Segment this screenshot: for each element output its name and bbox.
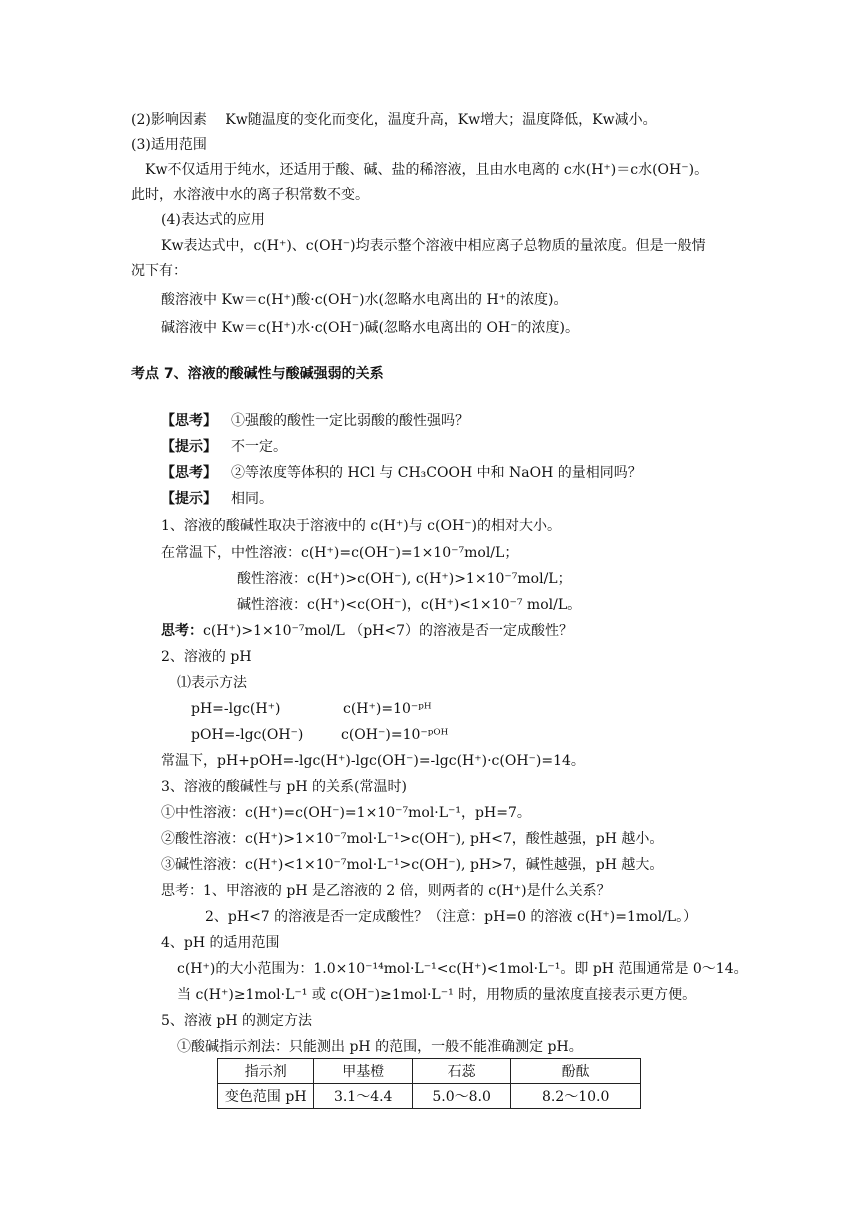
formula-line: c(H⁺)=10⁻ᵖᴴ	[343, 701, 432, 717]
text-line: 在常温下，中性溶液：c(H⁺)=c(OH⁻)=1×10⁻⁷mol/L；	[161, 545, 519, 561]
table-cell: 石蕊	[412, 1059, 510, 1084]
hint-label: 【提示】	[161, 439, 217, 455]
think-label: 【思考】	[161, 413, 217, 429]
table-cell: 酚酞	[511, 1059, 641, 1084]
text-line: 常温下，pH+pOH=-lgc(H⁺)-lgc(OH⁻)=-lgc(H⁺)·c(OH⁻)=14。	[161, 753, 585, 769]
table-cell: 5.0～8.0	[412, 1084, 510, 1109]
table-cell: 变色范围 pH	[218, 1084, 314, 1109]
hint-line	[161, 489, 273, 509]
text-line: 酸溶液中 Kw＝c(H⁺)酸·c(OH⁻)水(忽略水电离出的 H⁺的浓度)。	[161, 292, 568, 308]
text-line: 3、溶液的酸碱性与 pH 的关系(常温时)	[161, 779, 407, 795]
formula-line: c(OH⁻)=10⁻ᵖᴼᴴ	[341, 727, 449, 743]
text-line: ①中性溶液：c(H⁺)=c(OH⁻)=1×10⁻⁷mol·L⁻¹，pH=7。	[161, 805, 531, 821]
table-cell: 8.2～10.0	[511, 1084, 641, 1109]
text-line: ③碱性溶液：c(H⁺)<1×10⁻⁷mol·L⁻¹>c(OH⁻), pH>7，碱性越强，pH 越大。	[161, 857, 664, 873]
think-line	[161, 463, 642, 483]
formula-line: pH=-lgc(H⁺)	[191, 701, 281, 717]
table-cell: 3.1～4.4	[314, 1084, 412, 1109]
text-line: 2、pH<7 的溶液是否一定成酸性？（注意：pH=0 的溶液 c(H⁺)=1mol/L。）	[205, 909, 698, 925]
text-line: 况下有：	[131, 263, 187, 279]
text-line: 5、溶液 pH 的测定方法	[161, 1013, 312, 1029]
hint-text: 相同。	[231, 491, 273, 507]
think-line	[161, 621, 573, 641]
text-line: 2、溶液的 pH	[161, 649, 252, 665]
table-cell: 甲基橙	[314, 1059, 412, 1084]
hint-label: 【提示】	[161, 491, 217, 507]
table-cell: 指示剂	[218, 1059, 314, 1084]
text-line: 此时，水溶液中水的离子积常数不变。	[131, 187, 369, 203]
text-line: 碱性溶液：c(H⁺)<c(OH⁻)，c(H⁺)<1×10⁻⁷ mol/L。	[237, 597, 582, 613]
text-line: Kw不仅适用于纯水，还适用于酸、碱、盐的稀溶液，且由水电离的 c水(H⁺)＝c水(OH⁻)。	[145, 162, 709, 178]
text-line: 当 c(H⁺)≥1mol·L⁻¹ 或 c(OH⁻)≥1mol·L⁻¹ 时，用物质的量浓度直接表示更方便。	[177, 987, 697, 1003]
table-header-row	[218, 1059, 641, 1084]
text-line: ⑴表示方法	[177, 675, 247, 691]
think-text: ②等浓度等体积的 HCl 与 CH₃COOH 中和 NaOH 的量相同吗？	[231, 465, 642, 481]
formula-line: pOH=-lgc(OH⁻)	[191, 727, 304, 743]
text-line: c(H⁺)的大小范围为：1.0×10⁻¹⁴mol·L⁻¹<c(H⁺)<1mol·L⁻¹。即 pH 范围通常是 0～14。	[177, 961, 748, 977]
text-line: 酸性溶液：c(H⁺)>c(OH⁻), c(H⁺)>1×10⁻⁷mol/L；	[237, 571, 572, 587]
text-line: (3)适用范围	[131, 137, 207, 153]
text-line: ②酸性溶液：c(H⁺)>1×10⁻⁷mol·L⁻¹>c(OH⁻), pH<7，酸性越强，pH 越小。	[161, 831, 664, 847]
text-line: (4)表达式的应用	[161, 212, 265, 228]
text-line: 碱溶液中 Kw＝c(H⁺)水·c(OH⁻)碱(忽略水电离出的 OH⁻的浓度)。	[161, 320, 579, 336]
think-label: 思考：	[161, 623, 203, 639]
text-line: 4、pH 的适用范围	[161, 935, 280, 951]
hint-line	[161, 437, 287, 457]
think-text: c(H⁺)>1×10⁻⁷mol/L （pH<7）的溶液是否一定成酸性？	[203, 623, 574, 639]
think-text: ①强酸的酸性一定比弱酸的酸性强吗？	[231, 413, 469, 429]
section-heading: 考点 7、溶液的酸碱性与酸碱强弱的关系	[131, 366, 384, 382]
think-label: 【思考】	[161, 465, 217, 481]
indicator-table	[217, 1058, 641, 1109]
text-line: Kw表达式中，c(H⁺)、c(OH⁻)均表示整个溶液中相应离子总物质的量浓度。但是一般情	[161, 238, 706, 254]
text-line: 1、溶液的酸碱性取决于溶液中的 c(H⁺)与 c(OH⁻)的相对大小。	[161, 518, 562, 534]
hint-text: 不一定。	[231, 439, 287, 455]
text-line: 思考：1、甲溶液的 pH 是乙溶液的 2 倍，则两者的 c(H⁺)是什么关系？	[161, 883, 611, 899]
text-line: ①酸碱指示剂法：只能测出 pH 的范围，一般不能准确测定 pH。	[177, 1039, 583, 1055]
text-line: (2)影响因素 Kw随温度的变化而变化，温度升高，Kw增大；温度降低，Kw减小。	[131, 112, 657, 128]
table-row	[218, 1084, 641, 1109]
think-line	[161, 411, 469, 431]
